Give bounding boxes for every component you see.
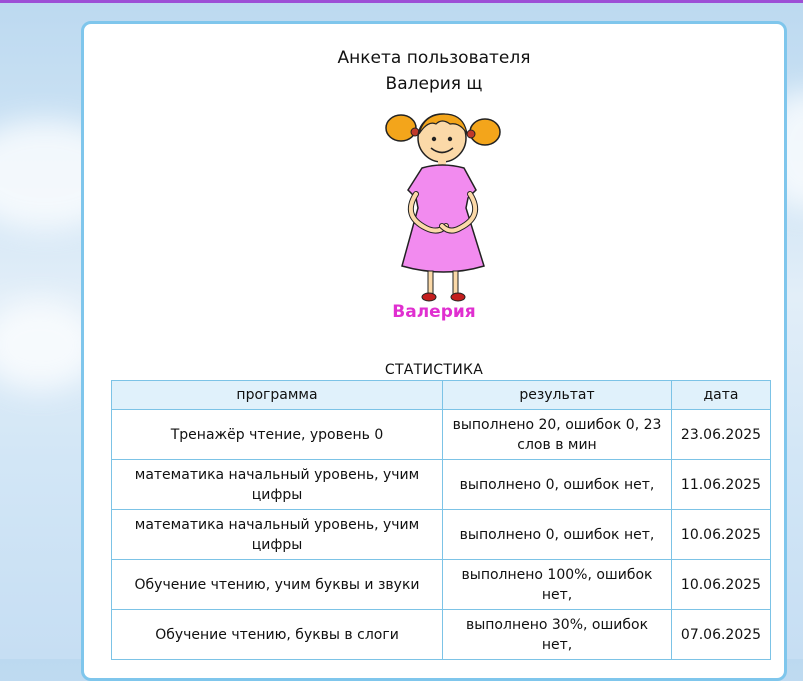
table-header-row (112, 381, 771, 410)
cell-result: выполнено 0, ошибок нет, (443, 460, 672, 510)
cell-date: 11.06.2025 (672, 460, 771, 510)
girl-avatar-image (384, 106, 502, 302)
cell-date: 23.06.2025 (672, 410, 771, 460)
cell-date: 07.06.2025 (672, 610, 771, 660)
cell-date: 10.06.2025 (672, 560, 771, 610)
table-row (112, 410, 771, 460)
table-row (112, 610, 771, 660)
table-row (112, 560, 771, 610)
cell-result: выполнено 100%, ошибок нет, (443, 560, 672, 610)
cell-result: выполнено 30%, ошибок нет, (443, 610, 672, 660)
cell-result: выполнено 0, ошибок нет, (443, 510, 672, 560)
page-title: Анкета пользователя (337, 48, 531, 68)
cell-date: 10.06.2025 (672, 510, 771, 560)
cell-result: выполнено 20, ошибок 0, 23 слов в мин (443, 410, 672, 460)
avatar-name: Валерия (392, 302, 476, 322)
table-row (112, 460, 771, 510)
cell-program: математика начальный уровень, учим цифры (112, 510, 443, 560)
column-header-result: результат (443, 381, 672, 410)
cell-program: Тренажёр чтение, уровень 0 (112, 410, 443, 460)
column-header-program: программа (112, 381, 443, 410)
profile-card (81, 21, 787, 681)
top-accent-bar (0, 0, 803, 3)
table-row (112, 510, 771, 560)
cell-program: Обучение чтению, учим буквы и звуки (112, 560, 443, 610)
stats-table (111, 380, 771, 660)
column-header-date: дата (672, 381, 771, 410)
stats-title: СТАТИСТИКА (384, 362, 484, 378)
cell-program: математика начальный уровень, учим цифры (112, 460, 443, 510)
username: Валерия щ (385, 74, 483, 94)
cell-program: Обучение чтению, буквы в слоги (112, 610, 443, 660)
